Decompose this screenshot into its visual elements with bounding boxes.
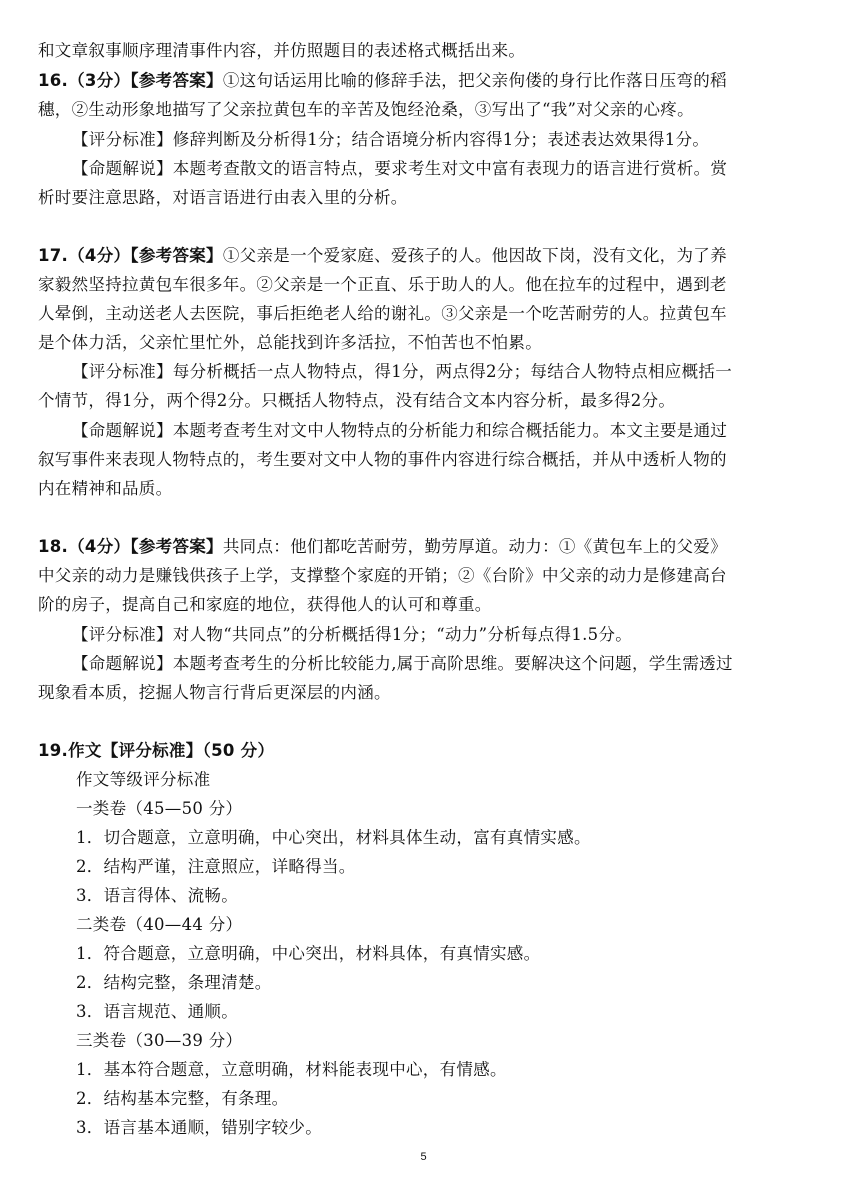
grade3-title: 三类卷（30—39 分） [76,1031,243,1050]
q16-label: 16.（3分）【参考答案】 [38,71,223,90]
grade2-title: 二类卷（40—44 分） [76,915,243,934]
q16-answer-text: ①这句话运用比喻的修辞手法，把父亲佝偻的身行比作落日压弯的稻 [222,71,727,90]
grade2-item: 1．符合题意，立意明确，中心突出，材料具体，有真情实感。 [76,944,541,963]
q18-criteria: 【评分标准】对人物“共同点”的分析概括得1分；“动力”分析每点得1.5分。 [72,625,633,644]
q17-answer-line-3: 人晕倒，主动送老人去医院，事后拒绝老人给的谢礼。③父亲是一个吃苦耐劳的人。拉黄包车 [38,304,727,323]
q19-heading: 19.作文【评分标准】（50 分） [38,741,275,760]
page-number: 5 [420,1151,427,1163]
q17-analysis-line-2: 叙写事件来表现人物特点的，考生要对文中人物的事件内容进行综合概括，并从中透析人物的 [38,450,727,469]
grade3-item: 3．语言基本通顺，错别字较少。 [76,1118,322,1137]
q16-criteria: 【评分标准】修辞判断及分析得1分；结合语境分析内容得1分；表述表达效果得1分。 [72,130,710,149]
q17-answer-line-4: 是个体力活，父亲忙里忙外，总能找到许多活拉，不怕苦也不怕累。 [38,333,542,352]
q17-criteria-line-2: 个情节，得1分，两个得2分。只概括人物特点，没有结合文本内容分析，最多得2分。 [38,391,676,410]
q17-answer-line [38,241,818,270]
grade1-item: 1．切合题意，立意明确，中心突出，材料具体生动，富有真情实感。 [76,828,591,847]
q16-analysis-line-1: 【命题解说】本题考查散文的语言特点，要求考生对文中富有表现力的语言进行赏析。赏 [72,159,728,178]
q16-answer-line-2: 穗，②生动形象地描写了父亲拉黄包车的辛苦及饱经沧桑，③写出了“我”对父亲的心疼。 [38,100,694,119]
q18-label: 18.（4分）【参考答案】 [38,537,223,556]
grade1-title: 一类卷（45—50 分） [76,799,243,818]
grade2-item: 3．语言规范、通顺。 [76,1002,238,1021]
q16-analysis-line-2: 析时要注意思路，对语言语进行由表入里的分析。 [38,188,408,207]
q18-answer-line-3: 阶的房子，提高自己和家庭的地位，获得他人的认可和尊重。 [38,595,492,614]
grade2-item: 2．结构完整，条理清楚。 [76,973,272,992]
q18-analysis-line-1: 【命题解说】本题考查考生的分析比较能力,属于高阶思维。要解决这个问题，学生需透过 [72,654,733,673]
intro-line: 和文章叙事顺序理清事件内容，并仿照题目的表述格式概括出来。 [38,41,526,60]
grade3-item: 2．结构基本完整，有条理。 [76,1089,289,1108]
q19-subtitle: 作文等级评分标准 [76,770,211,789]
grade1-item: 3．语言得体、流畅。 [76,886,238,905]
grade1-item: 2．结构严谨，注意照应，详略得当。 [76,857,356,876]
q17-analysis-line-3: 内在精神和品质。 [38,479,173,498]
q18-answer-line-2: 中父亲的动力是赚钱供孩子上学，支撑整个家庭的开销；②《台阶》中父亲的动力是修建高台 [38,566,727,585]
q18-analysis-line-2: 现象看本质，挖掘人物言行背后更深层的内涵。 [38,683,391,702]
q18-answer-line [38,532,818,561]
grade3-item: 1．基本符合题意，立意明确，材料能表现中心，有情感。 [76,1060,507,1079]
q17-analysis-line-1: 【命题解说】本题考查考生对文中人物特点的分析能力和综合概括能力。本文主要是通过 [72,421,728,440]
q17-answer-line-2: 家毅然坚持拉黄包车很多年。②父亲是一个正直、乐于助人的人。他在拉车的过程中，遇到老 [38,275,727,294]
q16-answer-line [38,66,818,95]
q18-answer-text: 共同点：他们都吃苦耐劳，勤劳厚道。动力：①《黄包车上的父爱》 [222,537,727,556]
q17-answer-text: ①父亲是一个爱家庭、爱孩子的人。他因故下岗，没有文化，为了养 [222,246,727,265]
q17-label: 17.（4分）【参考答案】 [38,246,223,265]
q17-criteria-line-1: 【评分标准】每分析概括一点人物特点，得1分，两点得2分；每结合人物特点相应概括一 [72,362,732,381]
